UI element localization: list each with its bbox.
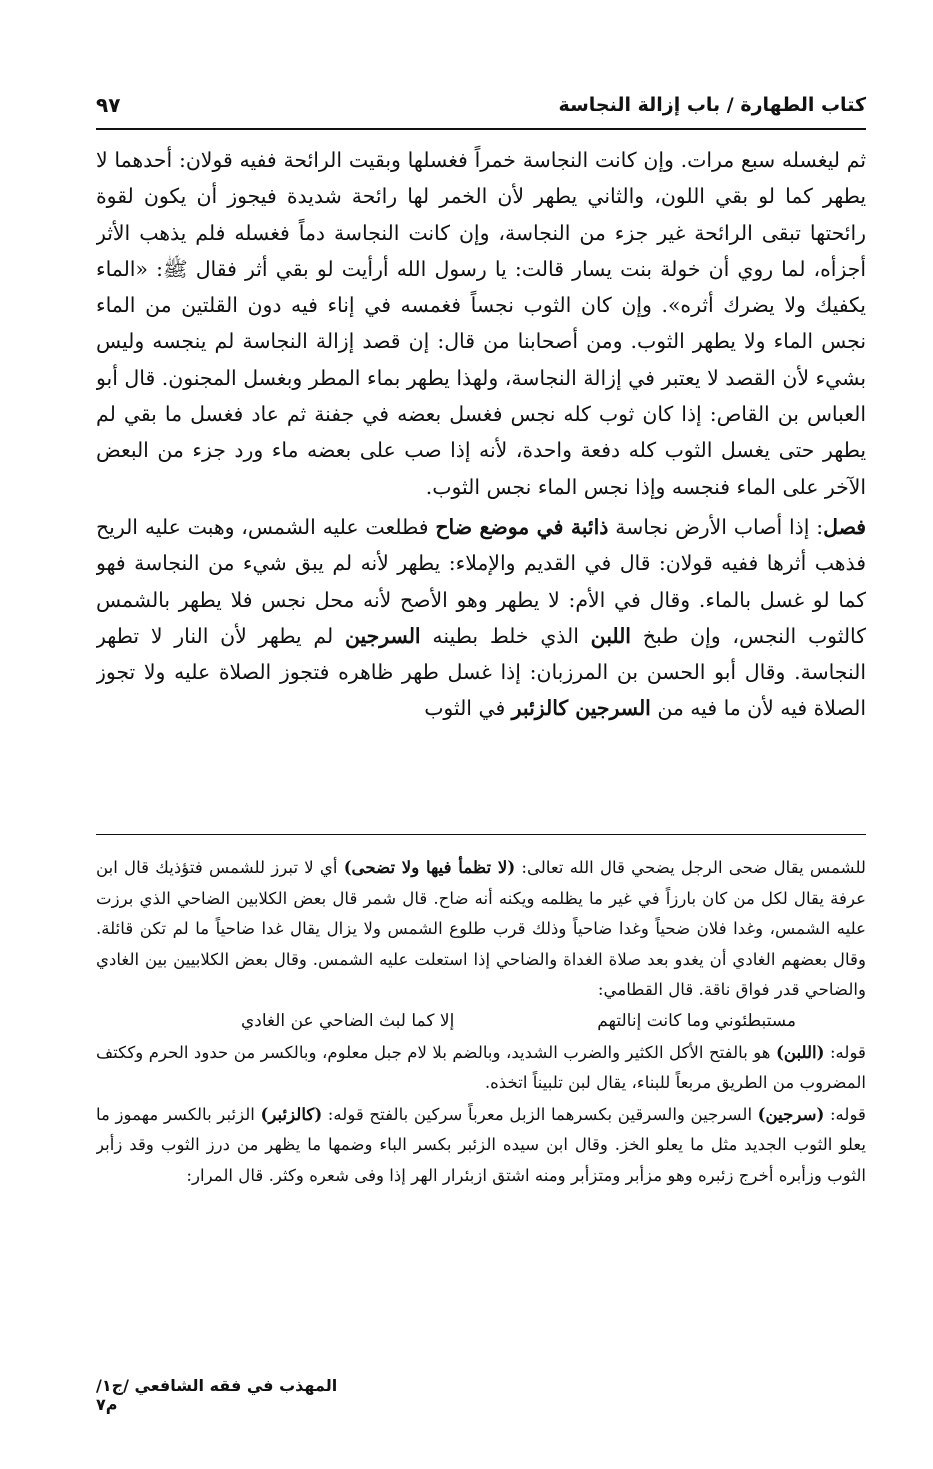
text-segment: فطلعت عليه الشمس، وهبت عليه الريح فذهب أثرها ففيه قولان: قال في القديم والإملاء: يطهر لأنه لم يبق شيء من النجاسة فهو كما لو غسل بالماء. وقال في الأم: لا يطهر وهو الأصح لأنه محل نجس فلا يطهر بالشمس كالثوب النجس، وإن طبخ bbox=[96, 514, 866, 648]
main-text bbox=[96, 142, 866, 822]
signature-footer: المهذب في فقه الشافعي /ج١/م٧ bbox=[96, 1376, 338, 1414]
footnote-3 bbox=[96, 1099, 866, 1192]
bold-term: اللبن bbox=[590, 623, 631, 648]
header-rule bbox=[96, 128, 866, 130]
bold-term: السرجين كالزئبر bbox=[511, 696, 651, 721]
footnotes bbox=[96, 852, 866, 1332]
poetry-verse bbox=[96, 1006, 866, 1037]
text-segment: في الثوب bbox=[424, 696, 512, 721]
verse-second-hemistich: إلا كما لبث الضاحي عن الغادي bbox=[241, 1010, 455, 1031]
verse-first-hemistich: مستبطئوني وما كانت إنالتهم bbox=[597, 1010, 796, 1031]
text-segment: قوله: bbox=[824, 1042, 866, 1062]
text-segment: الذي خلط بطينه bbox=[420, 623, 591, 648]
quoted-verse: (لا تظمأ فيها ولا تضحى) bbox=[343, 857, 516, 877]
text-segment: : إذا أصاب الأرض نجاسة bbox=[608, 514, 824, 539]
bold-term: ذائبة في موضع ضاح bbox=[435, 514, 609, 539]
bold-term: (اللبن) bbox=[776, 1041, 825, 1062]
text-segment: هو بالفتح الأكل الكثير والضرب الشديد، وبالضم بلا لام جبل معلوم، وبالكسر من حدود الحرم وككتف المضروب من الطريق مربعاً للبناء، يقال لبن تلبيناً اتخذه. bbox=[96, 1042, 866, 1093]
footnote-separator bbox=[96, 834, 866, 835]
page-number: ٩٧ bbox=[96, 93, 121, 117]
text-segment: أي لا تبرز للشمس فتؤذيك قال ابن عرفة يقال لكل من كان بارزاً في غير ما يظلمه ويكنه أنه ضاح. قال شمر قال بعض الكلابين الضاحي الذي برزت عليه الشمس، وغدا فلان ضحياً وغدا ضاحياً وذلك قرب طلوع الشمس ولا يزال يقال غدا ضاحياً ما لم تكن قائلة. وقال بعضهم الغادي أن يغدو بعد صلاة الغداة والضاحي إذا استعلت عليه الشمس. وقال بعض الكلابيين بين الغادي والضاحي قدر فواق ناقة. قال القطامي: bbox=[96, 858, 866, 1000]
bold-term: السرجين bbox=[344, 623, 421, 648]
text-segment: السرجين والسرقين بكسرهما الزبل معرباً سركين بالفتح قوله: bbox=[322, 1104, 758, 1124]
text-segment: الزئبر بالكسر مهموز ما يعلو الثوب الجديد مثل ما يعلو الخز. وقال ابن سيده الزئبر بكسر الباء وضمها ما يظهر من درز الثوب وقد زأبر الثوب وزأبره أخرج زئبره وهو مزأبر ومتزأبر ومنه اشتق ازبئرار الهر إذا وفى شعره وكثر. قال المرار: bbox=[96, 1104, 866, 1185]
main-paragraph-2 bbox=[96, 509, 866, 727]
main-paragraph-1: ثم ليغسله سبع مرات. وإن كانت النجاسة خمراً فغسلها وبقيت الرائحة ففيه قولان: أحدهما لا يطهر كما لو بقي اللون، والثاني يطهر لأن الخمر لها رائحة شديدة فيجوز أن يكون لقوة رائحتها تبقى الرائحة غير جزء من النجاسة، وإن كانت النجاسة دماً فغسله فلم يذهب الأثر أجزأه، لما روي أن خولة بنت يسار قالت: يا رسول الله أرأيت لو بقي أثر فقال ﷺ: «الماء يكفيك ولا يضرك أثره». وإن كان الثوب نجساً فغمسه في إناء فيه دون القلتين من الماء نجس الماء ولا يطهر الثوب. ومن أصحابنا من قال: إن قصد إزالة النجاسة لم ينجسه وليس بشيء لأن القصد لا يعتبر في إزالة النجاسة، ولهذا يطهر بماء المطر وبغسل المجنون. قال أبو العباس بن القاص: إذا كان ثوب كله نجس فغسل بعضه في جفنة ثم عاد فغسل ما بقي لم يطهر حتى يغسل الثوب كله دفعة واحدة، لأنه إذا صب على بعضه ماء ورد جزء من البعض الآخر على الماء فنجسه وإذا نجس الماء نجس الثوب. bbox=[96, 148, 866, 499]
section-label: فصل bbox=[823, 514, 866, 539]
footnote-2 bbox=[96, 1037, 866, 1099]
chapter-title: كتاب الطهارة / باب إزالة النجاسة bbox=[558, 94, 866, 116]
text-segment: لم يطهر لأن النار لا تطهر النجاسة. وقال أبو الحسن بن المرزبان: إذا غسل طهر ظاهره فتجوز الصلاة عليه ولا تجوز الصلاة فيه لأن ما فيه من bbox=[96, 623, 866, 721]
bold-term: (كالزئبر) bbox=[260, 1103, 323, 1124]
running-header bbox=[96, 88, 866, 122]
bold-term: (سرجين) bbox=[757, 1103, 825, 1124]
text-segment: للشمس يقال ضحى الرجل يضحي قال الله تعالى: bbox=[515, 858, 866, 877]
footnote-1 bbox=[96, 852, 866, 1006]
text-segment: قوله: bbox=[824, 1104, 866, 1124]
